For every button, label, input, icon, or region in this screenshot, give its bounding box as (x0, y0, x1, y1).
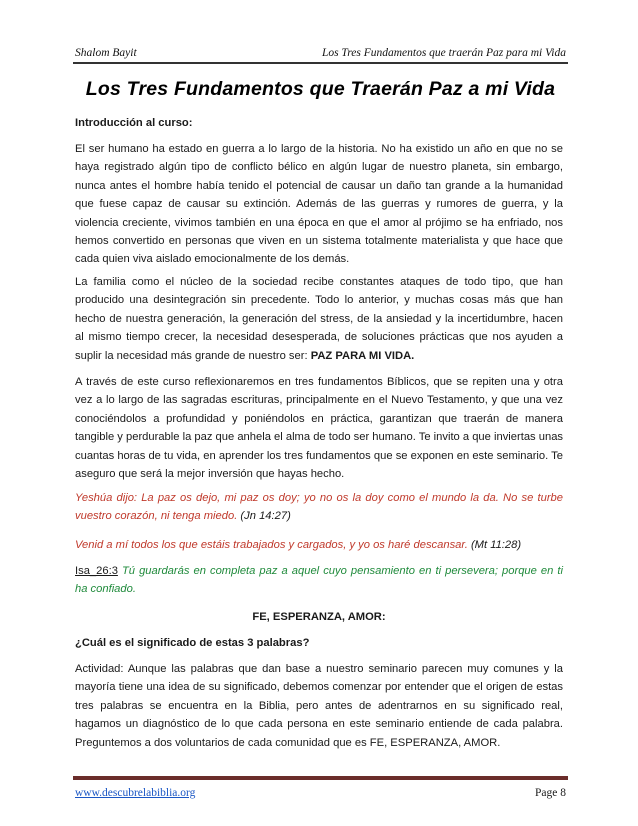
paragraph-family-emphasis: PAZ PARA MI VIDA. (310, 349, 415, 362)
verse-matthew-text: Venid a mí todos los que estáis trabajados y cargados, y yo os haré descansar. (75, 539, 468, 551)
verse-isaiah-ref: Isa_26:3 (75, 565, 118, 577)
footer-website-link[interactable]: www.descubrelabiblia.org (75, 787, 196, 799)
section-heading: FE, ESPERANZA, AMOR: (252, 611, 386, 623)
header-author: Shalom Bayit (75, 47, 137, 59)
paragraph-intro: El ser humano ha estado en guerra a lo largo de la historia. No ha existido un año en que no se haya registrado algún tipo de conflicto bélico en algún lugar de nuestro planeta, sin embargo, nunca antes el hombre había tenido el potencial de causar un daño tan grande a la humanidad que fuese capaz de causar su extinción. Además de las guerras y rumores de guerra, y la violencia creciente, vivimos también en una época en que el amor al prójimo se ha enfriado, nos hemos convertido en personas que viven en un sistema totalmente materialista y que hace que cada quien viva aislado emocionalmente de los demás. (75, 143, 563, 266)
paragraph-family-text: La familia como el núcleo de la sociedad recibe constantes ataques de todo tipo, que han producido una desintegración sin precedente. Todo lo anterior, y muchas cosas más que han hecho de nuestra generación, la generación del stress, de la ansiedad y la incertidumbre, hacen al mismo tiempo crecer, la necesidad desesperada, de soluciones prácticas que nos ayuden a suplir la necesidad más grande de nuestro ser: (75, 276, 563, 362)
verse-john-ref: (Jn 14:27) (240, 510, 291, 523)
page-title: Los Tres Fundamentos que Traerán Paz a mi Vida (85, 78, 556, 100)
verse-john-text: Yeshúa dijo: La paz os dejo, mi paz os doy; yo no os la doy como el mundo la da. No se turbe vuestro corazón, ni tenga miedo. (75, 492, 563, 523)
paragraph-course: A través de este curso reflexionaremos en tres fundamentos Bíblicos, que se repiten una y otra vez a lo largo de las sagradas escrituras, principalmente en el Nuevo Testamento, y que una vez conociéndolos a profundidad y poniéndolos en práctica, garantizan que traerán de manera tangible y perdurable la paz que anhela el alma de todo ser humano. Te invito a que inviertas unas cuantas horas de tu vida, en aprender los tres fundamentos que se exponen en este seminario. Te aseguro que será la mejor inversión que hayas hecho. (75, 376, 564, 481)
header-divider (73, 62, 568, 64)
verse-john (75, 489, 563, 526)
paragraph-activity: Actividad: Aunque las palabras que dan base a nuestro seminario parecen muy comunes y la mayoría tiene una idea de su significado, debemos comenzar por entender que el origen de estas tres palabras se encuentra en la Biblia, pero antes de adentrarnos en su significado real, hagamos un diagnóstico de lo que cada persona en este seminario entiende de cada palabra. Preguntemos a dos voluntarios de cada comunidad que es FE, ESPERANZA, AMOR. (75, 663, 563, 749)
verse-matthew (75, 536, 563, 554)
intro-label: Introducción al curso: (75, 117, 193, 129)
verse-matthew-ref: (Mt 11:28) (470, 539, 522, 551)
verse-isaiah-text: Tú guardarás en completa paz a aquel cuyo pensamiento en ti persevera; porque en ti ha confiado. (75, 565, 563, 596)
page-number: Page 8 (535, 787, 566, 799)
question-heading: ¿Cuál es el significado de estas 3 palabras? (75, 637, 310, 649)
paragraph-family (75, 273, 563, 365)
header-book-title: Los Tres Fundamentos que traerán Paz para mi Vida (321, 47, 566, 59)
verse-isaiah (75, 562, 563, 599)
footer-divider (73, 776, 568, 780)
